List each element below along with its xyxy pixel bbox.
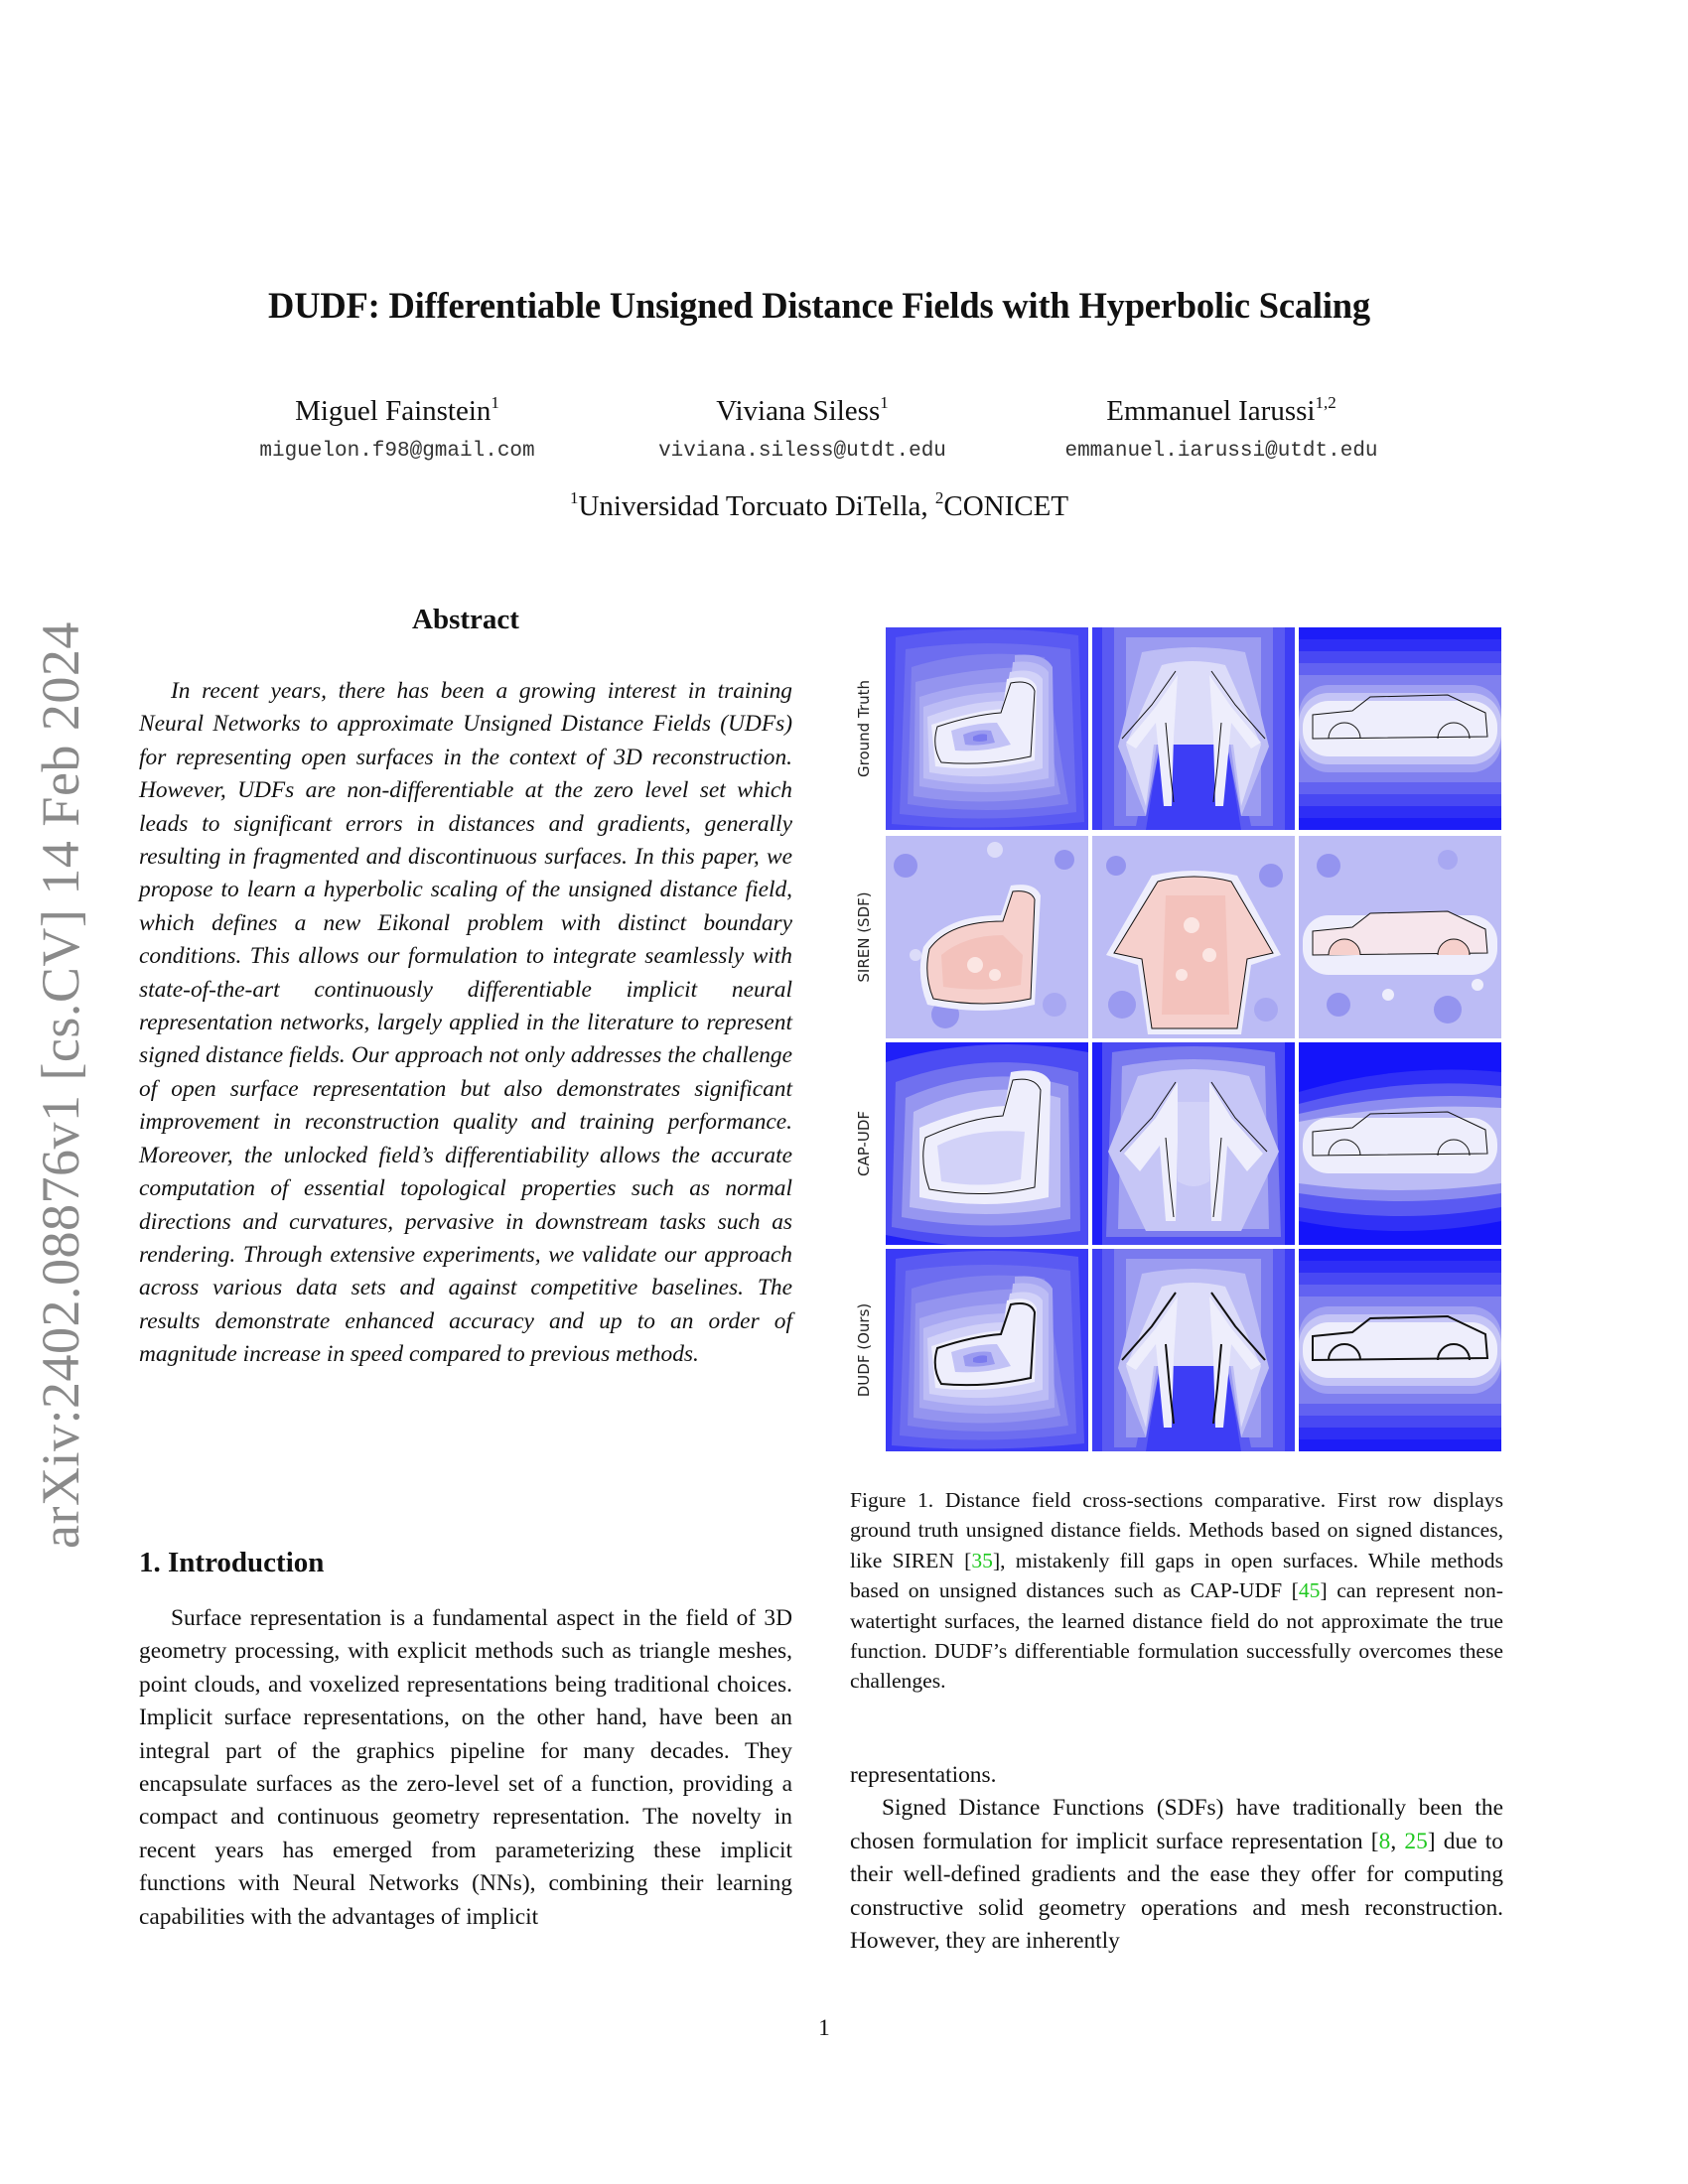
panel-siren-cat: [886, 836, 1088, 1038]
panel-capudf-car: [1299, 1042, 1501, 1245]
citation-link[interactable]: 35: [971, 1548, 993, 1572]
author-1: [179, 395, 616, 463]
affiliations: [0, 490, 1638, 523]
author-name: Emmanuel Iarussi: [1106, 395, 1316, 427]
figure-1-caption: Figure 1. Distance field cross-sections comparative. First row displays ground truth unsigned distance fields. Methods based on signed distances, like SIREN [35], mistakenly fill gaps in open surfaces. While methods based on unsigned distances such as CAP-UDF [45] can represent non-watertight surfaces, the learned distance field do not approximate the true function. DUDF’s differentiable formulation successfully overcomes these challenges.: [850, 1488, 1503, 1694]
introduction-paragraph-2: Signed Distance Functions (SDFs) have traditionally been the chosen formulation for implicit surface representation [8, 25] due to their well-defined gradients and the ease they offer for computing constructive solid geometry operations and mesh reconstruction. However, they are inherently: [850, 1795, 1503, 1955]
panel-siren-shirt: [1092, 836, 1295, 1038]
arxiv-identifier-stamp: arXiv:2402.08876v1 [cs.CV] 14 Feb 2024: [31, 621, 90, 1549]
citation-link[interactable]: 8: [1378, 1828, 1391, 1854]
panel-siren-car: [1299, 836, 1501, 1038]
panel-gt-cat: [886, 627, 1088, 830]
author-name: Miguel Fainstein: [295, 395, 492, 427]
panel-dudf-shirt: [1092, 1249, 1295, 1451]
right-column-text: [850, 1759, 1503, 1958]
author-2: [584, 395, 1021, 463]
page-number: 1: [818, 2015, 830, 2040]
row-label-ground-truth: Ground Truth: [855, 680, 873, 777]
author-3: [1003, 395, 1440, 463]
affiliation-marker: 1: [491, 393, 499, 412]
affiliation-marker: 1: [569, 488, 579, 507]
citation-link[interactable]: 45: [1298, 1578, 1321, 1603]
affiliation-marker: 1,2: [1315, 393, 1336, 412]
panel-capudf-cat: [886, 1042, 1088, 1245]
row-label-dudf: DUDF (Ours): [855, 1302, 873, 1398]
figure-1-distance-field-grid: [844, 625, 1509, 1455]
abstract-text: In recent years, there has been a growing interest in training Neural Networks to approximate Unsigned Distance Fields (UDFs) for representing open surfaces in the context of 3D reconstruction. However, UDFs are non-differentiable at the zero level set which leads to significant errors in distances and gradients, generally resulting in fragmented and discontinuous surfaces. In this paper, we propose to learn a hyperbolic scaling of the unsigned distance field, which defines a new Eikonal problem with distinct boundary conditions. This allows our formulation to integrate seamlessly with state-of-the-art continuously differentiable implicit neural representation networks, largely applied in the literature to represent signed distance fields. Our approach not only addresses the challenge of open surface representation but also demonstrates significant improvement in reconstruction quality and training performance. Moreover, the unlocked field’s differentiability allows the accurate computation of essential topological properties such as normal directions and curvatures, pervasive in downstream tasks such as rendering. Through extensive experiments, we validate our approach across various data sets and against competitive baselines. The results demonstrate enhanced accuracy and up to an order of magnitude increase in speed compared to previous methods.: [139, 678, 792, 1368]
paper-title: DUDF: Differentiable Unsigned Distance Fields with Hyperbolic Scaling: [268, 285, 1370, 326]
author-name: Viviana Siless: [716, 395, 881, 427]
row-label-siren: SIREN (SDF): [855, 891, 873, 983]
abstract-heading: Abstract: [412, 604, 519, 635]
panel-capudf-shirt: [1092, 1042, 1295, 1245]
introduction-paragraph: Surface representation is a fundamental aspect in the field of 3D geometry processing, with explicit methods such as triangle meshes, point clouds, and voxelized representations being traditional choices. Implicit surface representations, on the other hand, have been an integral part of the graphics pipeline for many decades. They encapsulate surfaces as the zero-level set of a function, providing a compact and continuous geometry representation. The novelty in recent years has emerged from parameterizing these implicit functions with Neural Networks (NNs), combining their learning capabilities with the advantages of implicit: [139, 1605, 792, 1930]
panel-gt-shirt: [1092, 627, 1295, 830]
panel-gt-car: [1299, 627, 1501, 830]
panel-dudf-car: [1299, 1249, 1501, 1451]
row-label-cap-udf: CAP-UDF: [855, 1110, 873, 1177]
paragraph-continuation: representations.: [850, 1762, 997, 1788]
affiliation-marker: 2: [934, 488, 944, 507]
panel-dudf-cat: [886, 1249, 1088, 1451]
affiliation-name: CONICET: [943, 490, 1069, 522]
section-heading-introduction: 1. Introduction: [139, 1547, 325, 1578]
author-email[interactable]: miguelon.f98@gmail.com: [259, 440, 535, 463]
citation-link[interactable]: 25: [1404, 1828, 1428, 1854]
author-email[interactable]: emmanuel.iarussi@utdt.edu: [1064, 440, 1378, 463]
affiliation-name: Universidad Torcuato DiTella,: [578, 490, 935, 522]
author-email[interactable]: viviana.siless@utdt.edu: [658, 440, 946, 463]
affiliation-marker: 1: [880, 393, 889, 412]
